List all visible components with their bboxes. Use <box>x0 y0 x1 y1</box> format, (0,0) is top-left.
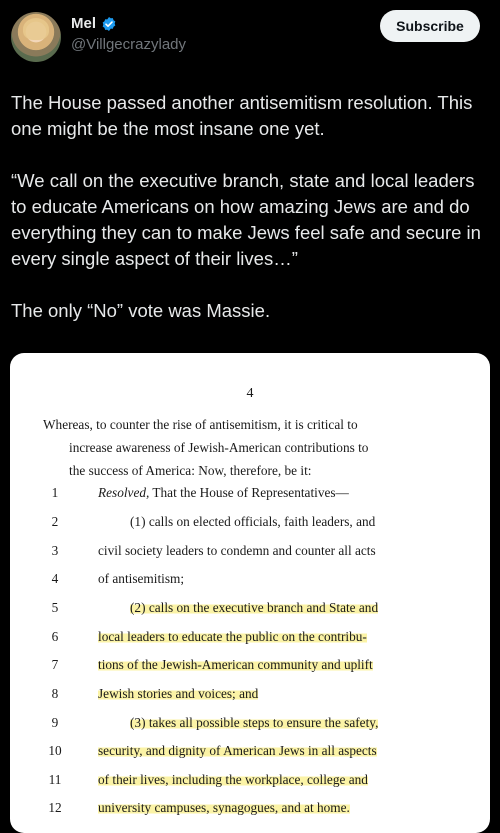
document-line <box>10 598 490 626</box>
whereas-line: increase awareness of Jewish-American contributions to <box>69 440 369 455</box>
highlighted-text: of their lives, including the workplace, college and <box>98 772 368 787</box>
document-line <box>10 627 490 655</box>
author-name[interactable]: Mel <box>71 15 97 32</box>
line-number: 7 <box>51 657 59 672</box>
subscribe-button[interactable]: Subscribe <box>380 10 480 42</box>
tweet-paragraph: “We call on the executive branch, state and local leaders to educate Americans on how amazing Jews are and do everything they can to make Jews feel safe and secure in every single aspect of their lives…” <box>11 170 481 269</box>
tweet-text <box>11 90 489 324</box>
line-number: 11 <box>48 772 62 787</box>
highlighted-text: (2) calls on the executive branch and State and <box>130 600 379 615</box>
document-line <box>10 483 490 511</box>
attached-document-image[interactable] <box>10 353 490 833</box>
line-number: 12 <box>48 800 62 815</box>
document-line <box>10 541 490 569</box>
line-number: 6 <box>51 629 59 644</box>
verified-badge-icon <box>101 16 117 32</box>
line-text: (1) calls on elected officials, faith leaders, and <box>130 514 376 529</box>
line-number: 2 <box>51 514 59 529</box>
document-line <box>10 741 490 769</box>
highlighted-text: security, and dignity of American Jews in all aspects <box>98 743 377 758</box>
author-handle[interactable]: @Villgecrazylady <box>71 36 186 53</box>
whereas-line: the success of America: Now, therefore, be it: <box>69 463 312 478</box>
document-line <box>10 713 490 741</box>
highlighted-text: (3) takes all possible steps to ensure the safety, <box>130 715 379 730</box>
tweet-header <box>0 0 500 72</box>
author-name-row <box>71 15 117 32</box>
document-line <box>10 770 490 798</box>
avatar[interactable] <box>11 12 61 62</box>
line-number: 4 <box>51 571 59 586</box>
line-text: civil society leaders to condemn and counter all acts <box>98 543 376 558</box>
document-page-number: 4 <box>246 386 254 401</box>
document-line <box>10 512 490 540</box>
line-number: 5 <box>51 600 59 615</box>
line-number: 10 <box>48 743 62 758</box>
highlighted-text: local leaders to educate the public on the contribu- <box>98 629 367 644</box>
highlighted-text: Jewish stories and voices; and <box>98 686 259 701</box>
line-number: 3 <box>51 543 59 558</box>
document-line <box>10 798 490 826</box>
resolved-word: Resolved, <box>98 485 150 500</box>
whereas-line: Whereas, to counter the rise of antisemitism, it is critical to <box>43 417 358 432</box>
line-text: of antisemitism; <box>98 571 185 586</box>
document-line <box>10 655 490 683</box>
highlighted-text: university campuses, synagogues, and at home. <box>98 800 350 815</box>
document-line <box>10 569 490 597</box>
document-line <box>10 684 490 712</box>
line-text: That the House of Representatives— <box>149 485 349 500</box>
line-number: 8 <box>51 686 59 701</box>
line-number: 9 <box>51 715 59 730</box>
tweet-paragraph: The only “No” vote was Massie. <box>11 300 271 321</box>
whereas-clause <box>43 413 463 482</box>
tweet-paragraph: The House passed another antisemitism resolution. This one might be the most insane one yet. <box>11 92 473 139</box>
highlighted-text: tions of the Jewish-American community and uplift <box>98 657 373 672</box>
line-number: 1 <box>51 485 59 500</box>
